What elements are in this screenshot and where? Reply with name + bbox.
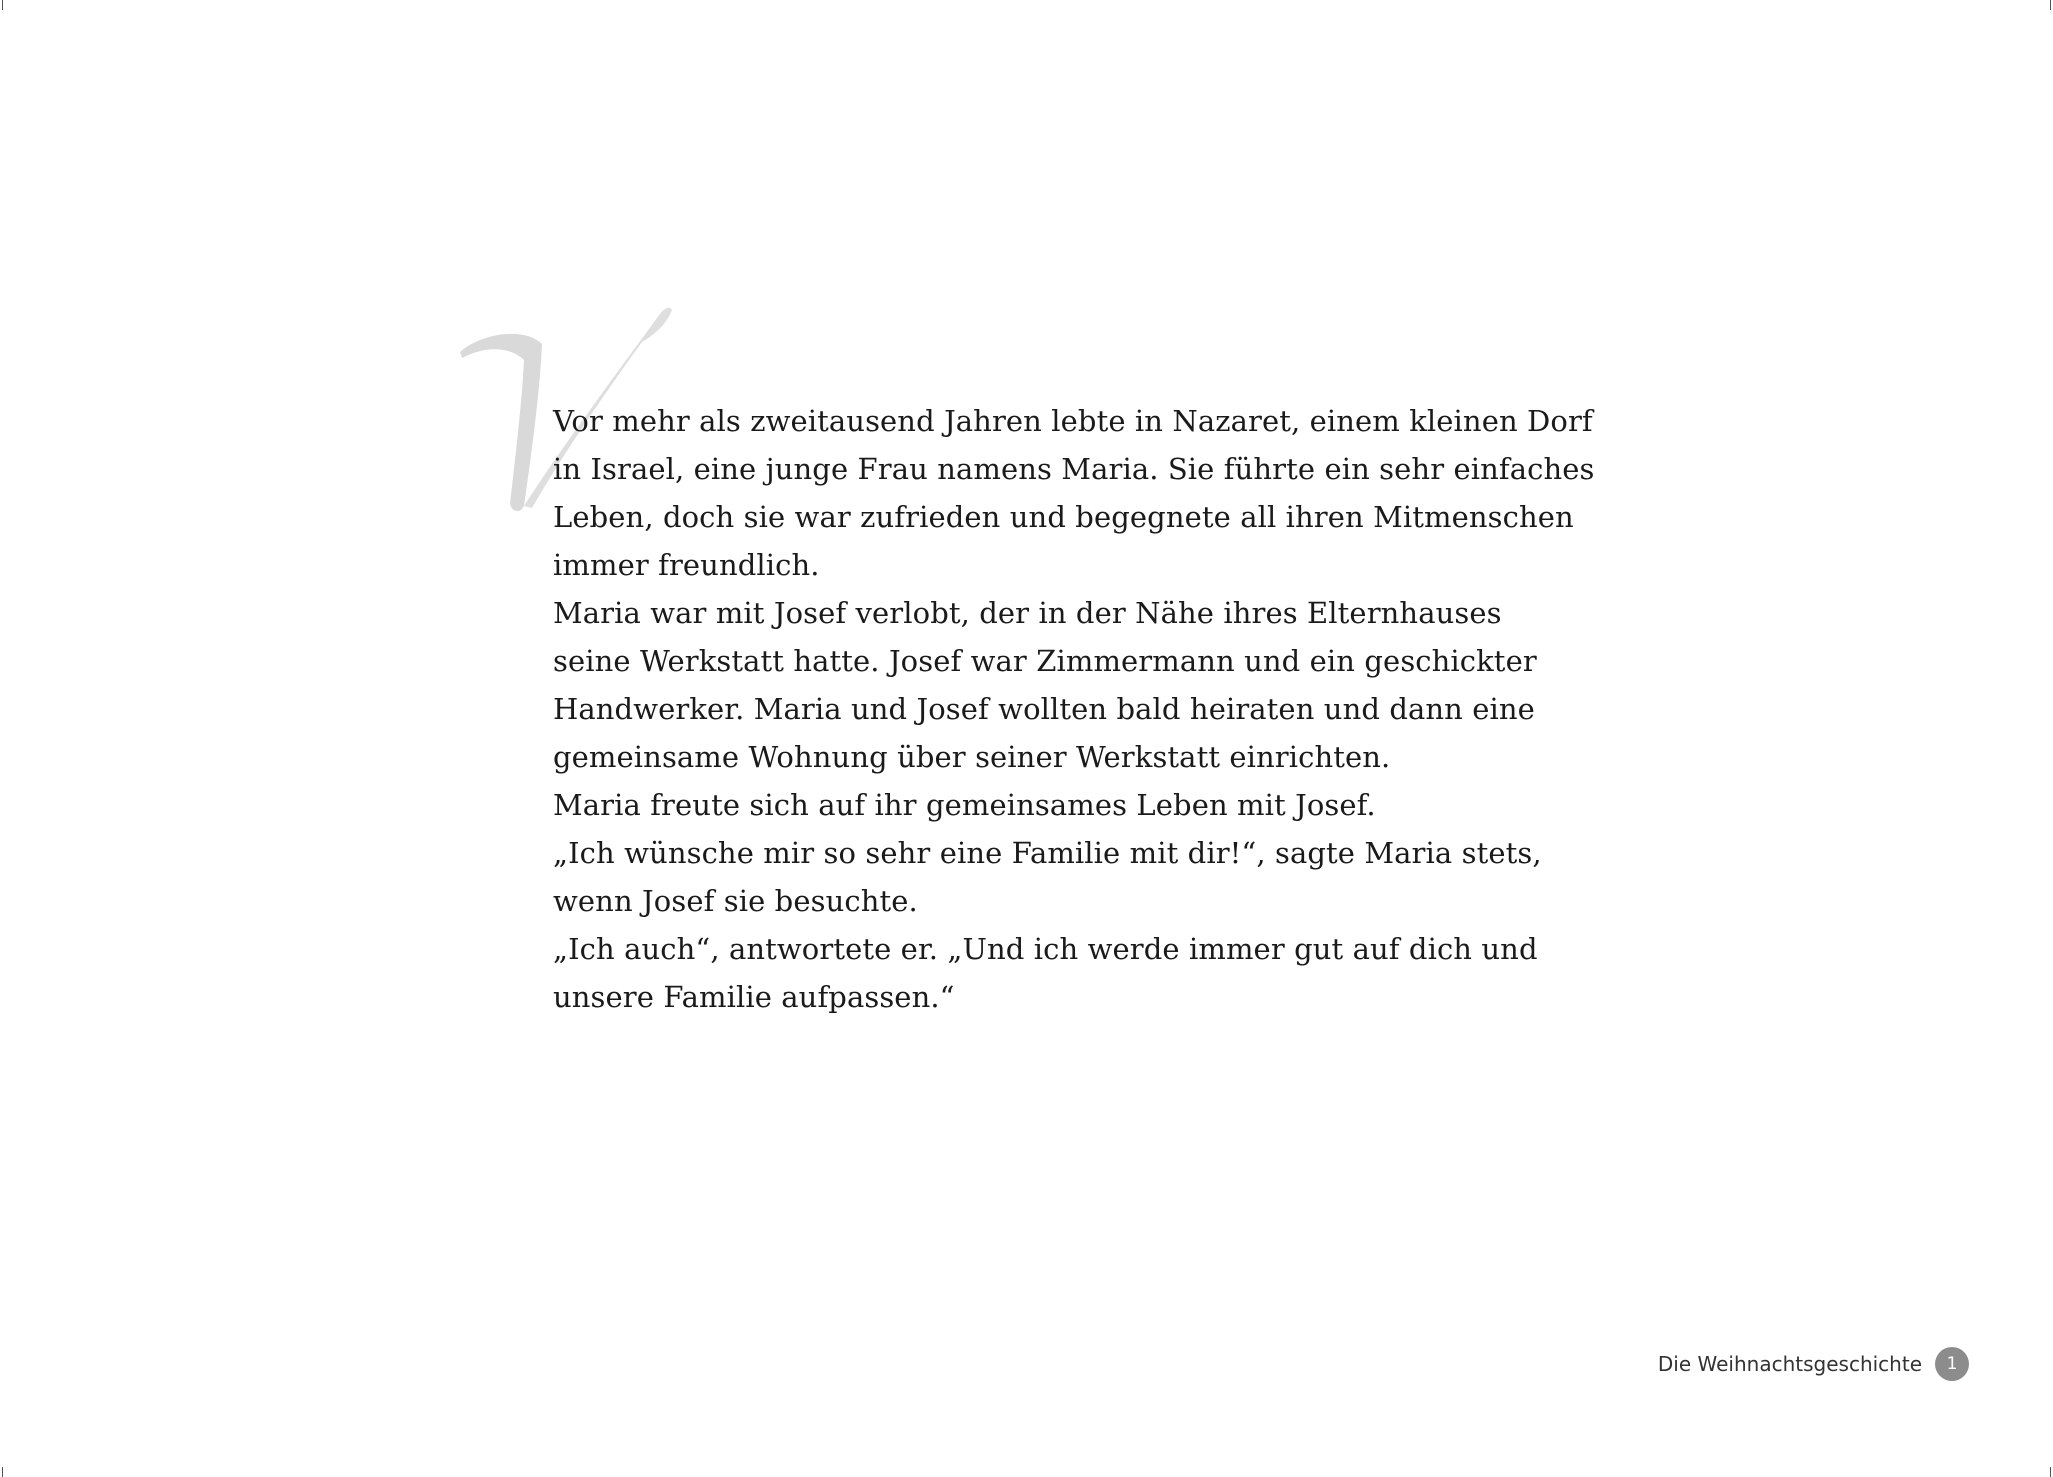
page-footer: [1658, 1347, 1969, 1381]
crop-mark-top-left: [2, 0, 3, 10]
story-line: gemeinsame Wohnung über seiner Werkstatt einrichten.: [553, 740, 1391, 774]
story-line: Leben, doch sie war zufrieden und begegnete all ihren Mitmenschen: [553, 500, 1574, 534]
story-line: „Ich auch“, antwortete er. „Und ich werde immer gut auf dich und: [553, 932, 1538, 966]
story-line: seine Werkstatt hatte. Josef war Zimmermann und ein geschickter: [553, 644, 1537, 678]
story-line: „Ich wünsche mir so sehr eine Familie mit dir!“, sagte Maria stets,: [553, 836, 1542, 870]
crop-mark-top-right: [2050, 0, 2051, 10]
story-line: Maria freute sich auf ihr gemeinsames Leben mit Josef.: [553, 788, 1376, 822]
crop-mark-bottom-left: [2, 1467, 3, 1477]
story-line: wenn Josef sie besuchte.: [553, 884, 918, 918]
crop-mark-bottom-right: [2050, 1467, 2051, 1477]
story-line: Vor mehr als zweitausend Jahren lebte in Nazaret, einem kleinen Dorf: [553, 404, 1593, 438]
story-line: in Israel, eine junge Frau namens Maria. Sie führte ein sehr einfaches: [553, 452, 1595, 486]
story-line: Maria war mit Josef verlobt, der in der Nähe ihres Elternhauses: [553, 596, 1502, 630]
page-number-badge: 1: [1935, 1347, 1969, 1381]
story-line: unsere Familie aufpassen.“: [553, 980, 955, 1014]
story-line: Handwerker. Maria und Josef wollten bald heiraten und dann eine: [553, 692, 1535, 726]
story-line: immer freundlich.: [553, 548, 820, 582]
book-title: Die Weihnachtsgeschichte: [1657, 1352, 1922, 1376]
story-text: [553, 397, 1595, 1021]
